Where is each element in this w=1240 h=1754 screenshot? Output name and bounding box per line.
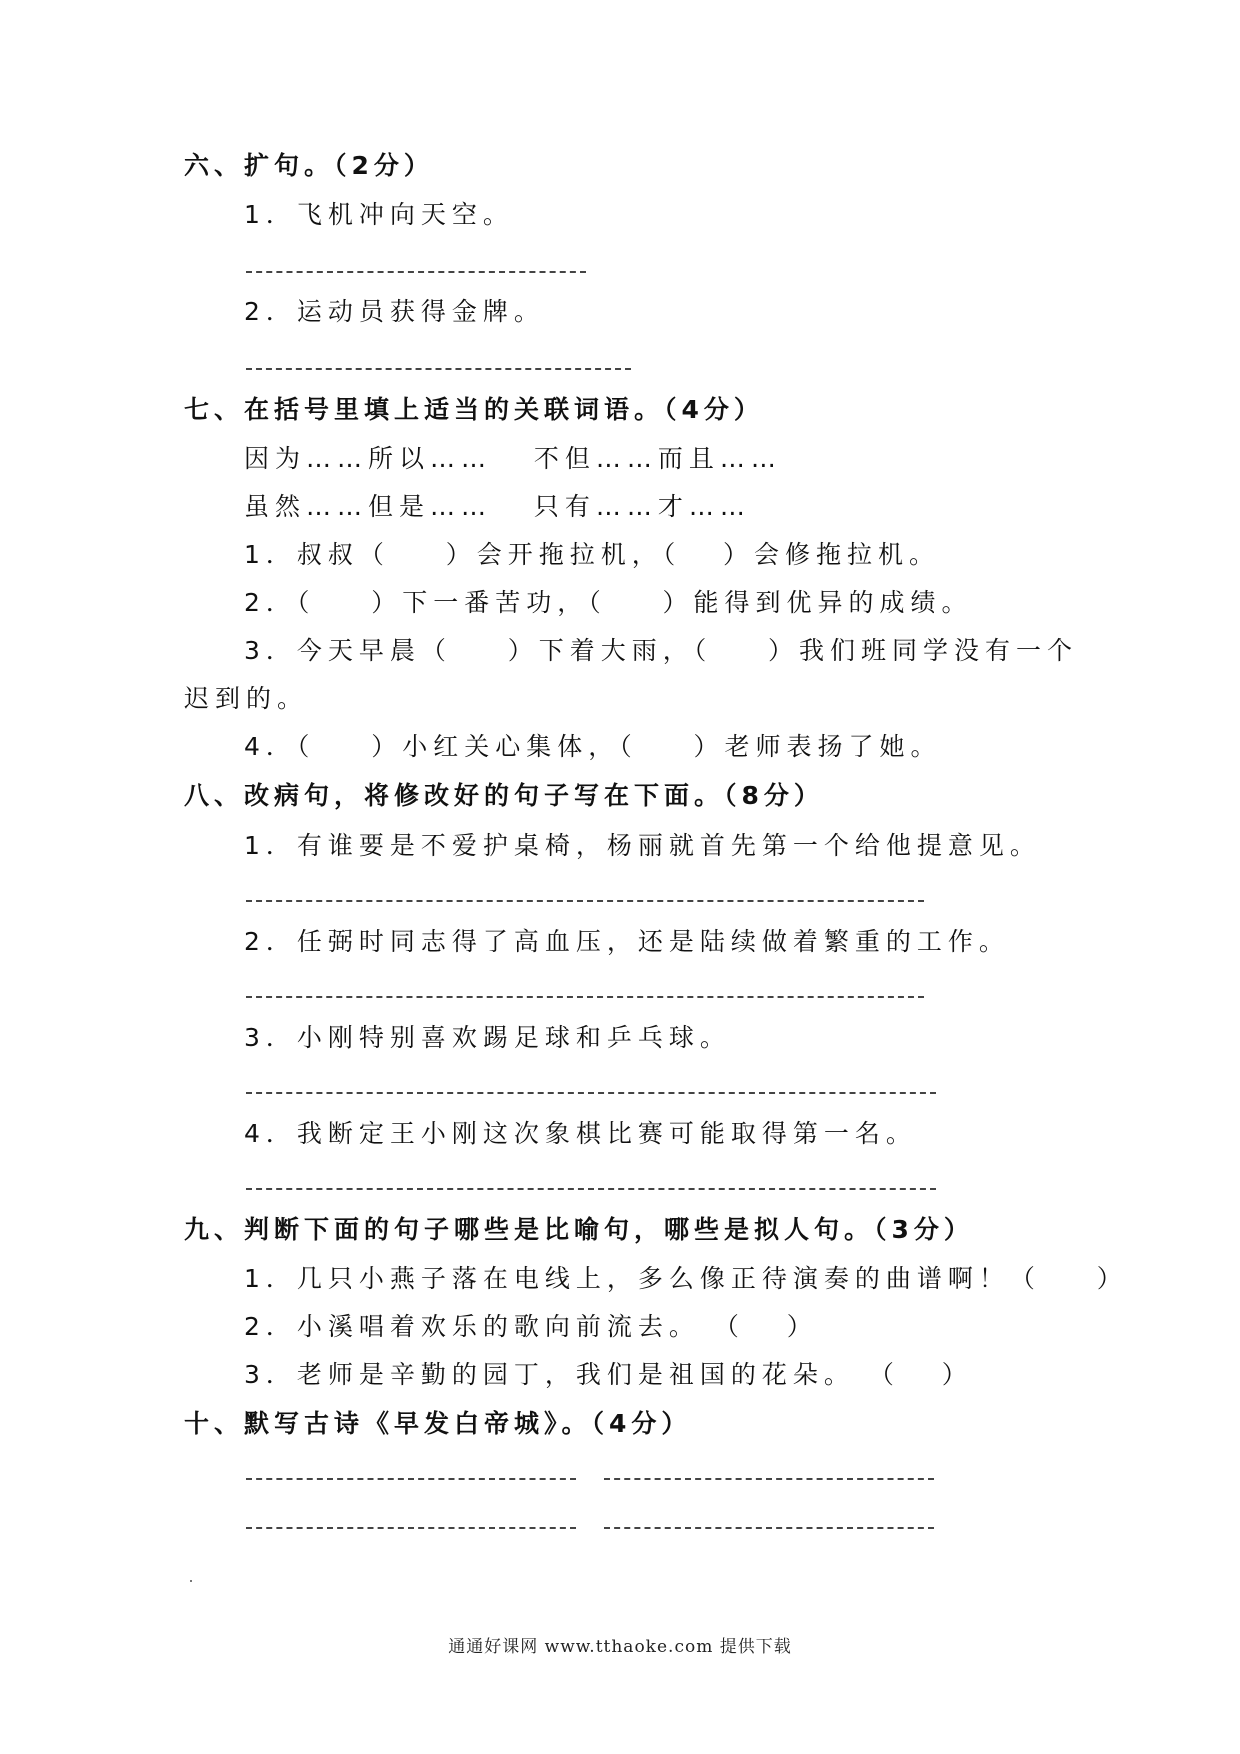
section-7-question-3-continued: 迟到的。 bbox=[184, 684, 309, 713]
section-8-question-2: 2．任弼时同志得了高血压，还是陆续做着繁重的工作。 bbox=[244, 927, 1010, 956]
answer-line[interactable] bbox=[246, 368, 631, 370]
section-6-question-2: 2．运动员获得金牌。 bbox=[244, 297, 545, 326]
section-10-heading: 十、默写古诗《早发白帝城》。（4分） bbox=[184, 1409, 692, 1438]
section-7-question-1: 1．叔叔（ ）会开拖拉机，（ ）会修拖拉机。 bbox=[244, 540, 941, 569]
answer-line[interactable] bbox=[246, 1092, 936, 1094]
scan-speck bbox=[190, 1580, 192, 1582]
section-8-question-4: 4．我断定王小刚这次象棋比赛可能取得第一名。 bbox=[244, 1119, 917, 1148]
section-8-question-1: 1．有谁要是不爱护桌椅，杨丽就首先第一个给他提意见。 bbox=[244, 831, 1041, 860]
section-9-question-3: 3．老师是辛勤的园丁，我们是祖国的花朵。 （ ） bbox=[244, 1360, 973, 1389]
section-7-question-4: 4．（ ）小红关心集体，（ ）老师表扬了她。 bbox=[244, 732, 942, 761]
answer-line[interactable] bbox=[246, 900, 924, 902]
section-8-heading: 八、改病句，将修改好的句子写在下面。（8分） bbox=[184, 781, 824, 810]
connective-options-row-1: 因为……所以…… 不但……而且…… bbox=[244, 444, 782, 473]
download-source-footer: 通通好课网 www.tthaoke.com 提供下载 bbox=[448, 1637, 792, 1657]
section-9-heading: 九、判断下面的句子哪些是比喻句，哪些是拟人句。（3分） bbox=[184, 1215, 974, 1244]
poem-line[interactable] bbox=[246, 1527, 576, 1529]
section-8-question-3: 3．小刚特别喜欢踢足球和乒乓球。 bbox=[244, 1023, 731, 1052]
section-9-question-1: 1．几只小燕子落在电线上，多么像正待演奏的曲谱啊！（ ） bbox=[244, 1264, 1128, 1293]
section-9-question-2: 2．小溪唱着欢乐的歌向前流去。 （ ） bbox=[244, 1312, 818, 1341]
section-6-question-1: 1．飞机冲向天空。 bbox=[244, 200, 514, 229]
section-6-heading: 六、扩句。（2分） bbox=[184, 151, 434, 180]
answer-line[interactable] bbox=[246, 1188, 936, 1190]
poem-line[interactable] bbox=[246, 1478, 576, 1480]
section-7-question-3: 3．今天早晨（ ）下着大雨，（ ）我们班同学没有一个 bbox=[244, 636, 1078, 665]
poem-line[interactable] bbox=[604, 1527, 934, 1529]
section-7-heading: 七、在括号里填上适当的关联词语。（4分） bbox=[184, 395, 764, 424]
connective-options-row-2: 虽然……但是…… 只有……才…… bbox=[244, 492, 751, 521]
section-7-question-2: 2．（ ）下一番苦功，（ ）能得到优异的成绩。 bbox=[244, 588, 973, 617]
answer-line[interactable] bbox=[246, 996, 924, 998]
poem-line[interactable] bbox=[604, 1478, 934, 1480]
answer-line[interactable] bbox=[246, 271, 586, 273]
